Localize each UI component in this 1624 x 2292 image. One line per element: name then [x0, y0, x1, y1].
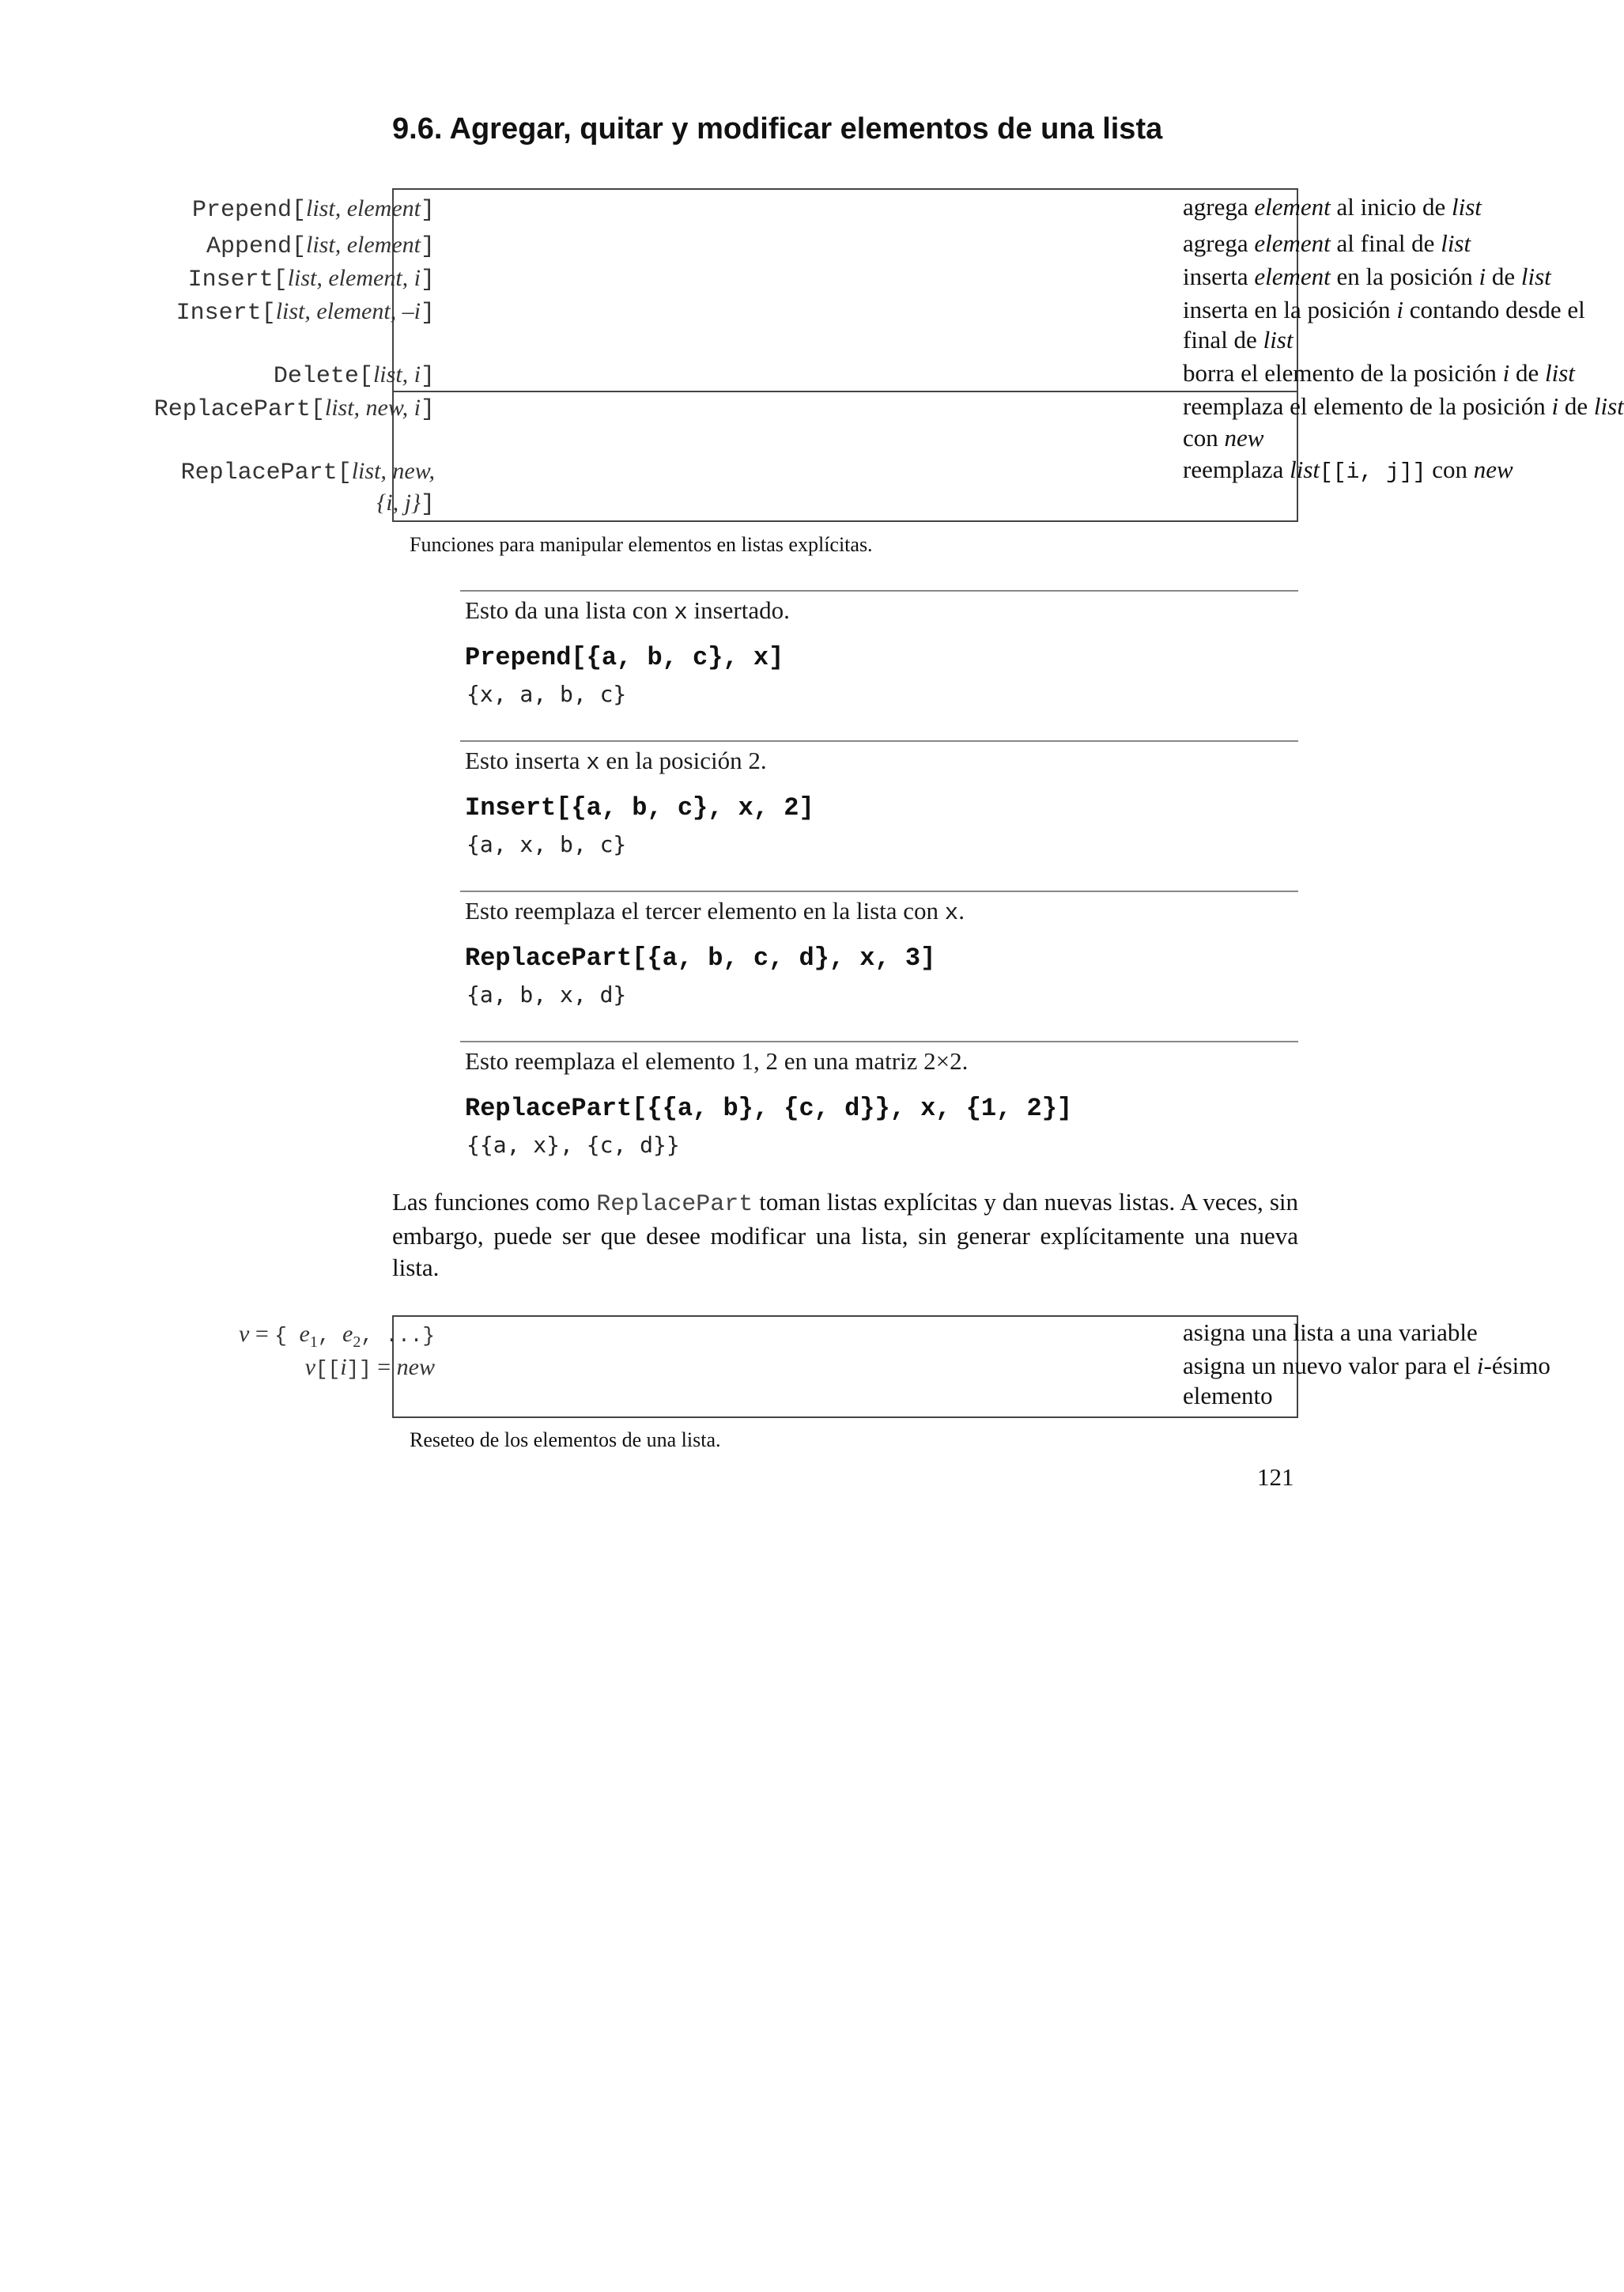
table-row: ReplacePart[list, new, i] [153, 395, 435, 423]
table-row-desc: reemplaza list[[i, j]] con new [1183, 456, 1513, 485]
example-text: Esto reemplaza el elemento 1, 2 en una matriz 2×2. [465, 1047, 969, 1075]
reset-table [239, 1315, 1550, 1418]
table-row: Insert[list, element, –i] [176, 298, 435, 327]
table-row-desc-cont: final de list [1183, 326, 1294, 354]
divider [460, 740, 1298, 742]
example-output: {a, x, b, c} [466, 831, 627, 857]
table-row: v = { $e_1$, $e_2$, ...} [239, 1321, 435, 1351]
table-row: Prepend[list, element] [191, 195, 435, 224]
example-text: Esto reemplaza el tercer elemento en la lista con x. [465, 897, 965, 926]
divider [460, 590, 1298, 592]
table-row: ReplacePart[list, new, [180, 458, 435, 486]
table-row: Append[list, element] [206, 232, 435, 260]
table-row: v[[i]] = new [304, 1354, 435, 1381]
example-output: {{a, x}, {c, d}} [466, 1132, 680, 1158]
table-row-desc: inserta en la posición i contando desde el [1183, 296, 1585, 323]
divider [460, 1041, 1298, 1042]
table-row-desc: asigna una lista a una variable [1183, 1318, 1478, 1346]
example-text: Esto da una lista con x insertado. [465, 596, 790, 626]
functions-table [153, 188, 1624, 522]
table-row: Delete[list, i] [273, 361, 435, 390]
example-output: {a, b, x, d} [466, 981, 627, 1008]
table-row-desc: agrega element al inicio de list [1183, 193, 1482, 221]
example-input: ReplacePart[{{a, b}, {c, d}}, x, {1, 2}] [465, 1094, 1073, 1123]
divider [460, 891, 1298, 892]
body-paragraph: Las funciones como ReplacePart toman listas explícitas y dan nuevas listas. A veces, sin embargo, puede ser que desee modificar una lista, sin generar explícitamente una nueva lista. [392, 1188, 1299, 1281]
table-row-desc: borra el elemento de la posición i de list [1183, 359, 1575, 387]
example-input: Prepend[{a, b, c}, x] [465, 643, 784, 672]
page-number: 121 [1257, 1463, 1294, 1491]
table-row-desc: inserta element en la posición i de list [1183, 263, 1551, 290]
table-row: Insert[list, element, i] [187, 265, 435, 293]
example-output: {x, a, b, c} [466, 681, 627, 707]
table-row-desc: asigna un nuevo valor para el i-ésimo [1183, 1352, 1550, 1379]
table-caption: Reseteo de los elementos de una lista. [410, 1428, 721, 1451]
example-text: Esto inserta x en la posición 2. [465, 747, 767, 776]
table-row-desc-cont: con new [1183, 424, 1264, 452]
example-input: ReplacePart[{a, b, c, d}, x, 3] [465, 944, 936, 973]
table-row-desc: agrega element al final de list [1183, 229, 1471, 257]
section-title: 9.6. Agregar, quitar y modificar elementos de una lista [392, 112, 1163, 146]
table-caption: Funciones para manipular elementos en listas explícitas. [410, 533, 873, 556]
table-row-cont: {i, j}] [376, 490, 435, 518]
example-input: Insert[{a, b, c}, x, 2] [465, 793, 814, 823]
table-divider [392, 391, 1298, 392]
table-row-desc: reemplaza el elemento de la posición i de list [1183, 392, 1624, 420]
table-row-desc-cont: elemento [1183, 1382, 1273, 1409]
